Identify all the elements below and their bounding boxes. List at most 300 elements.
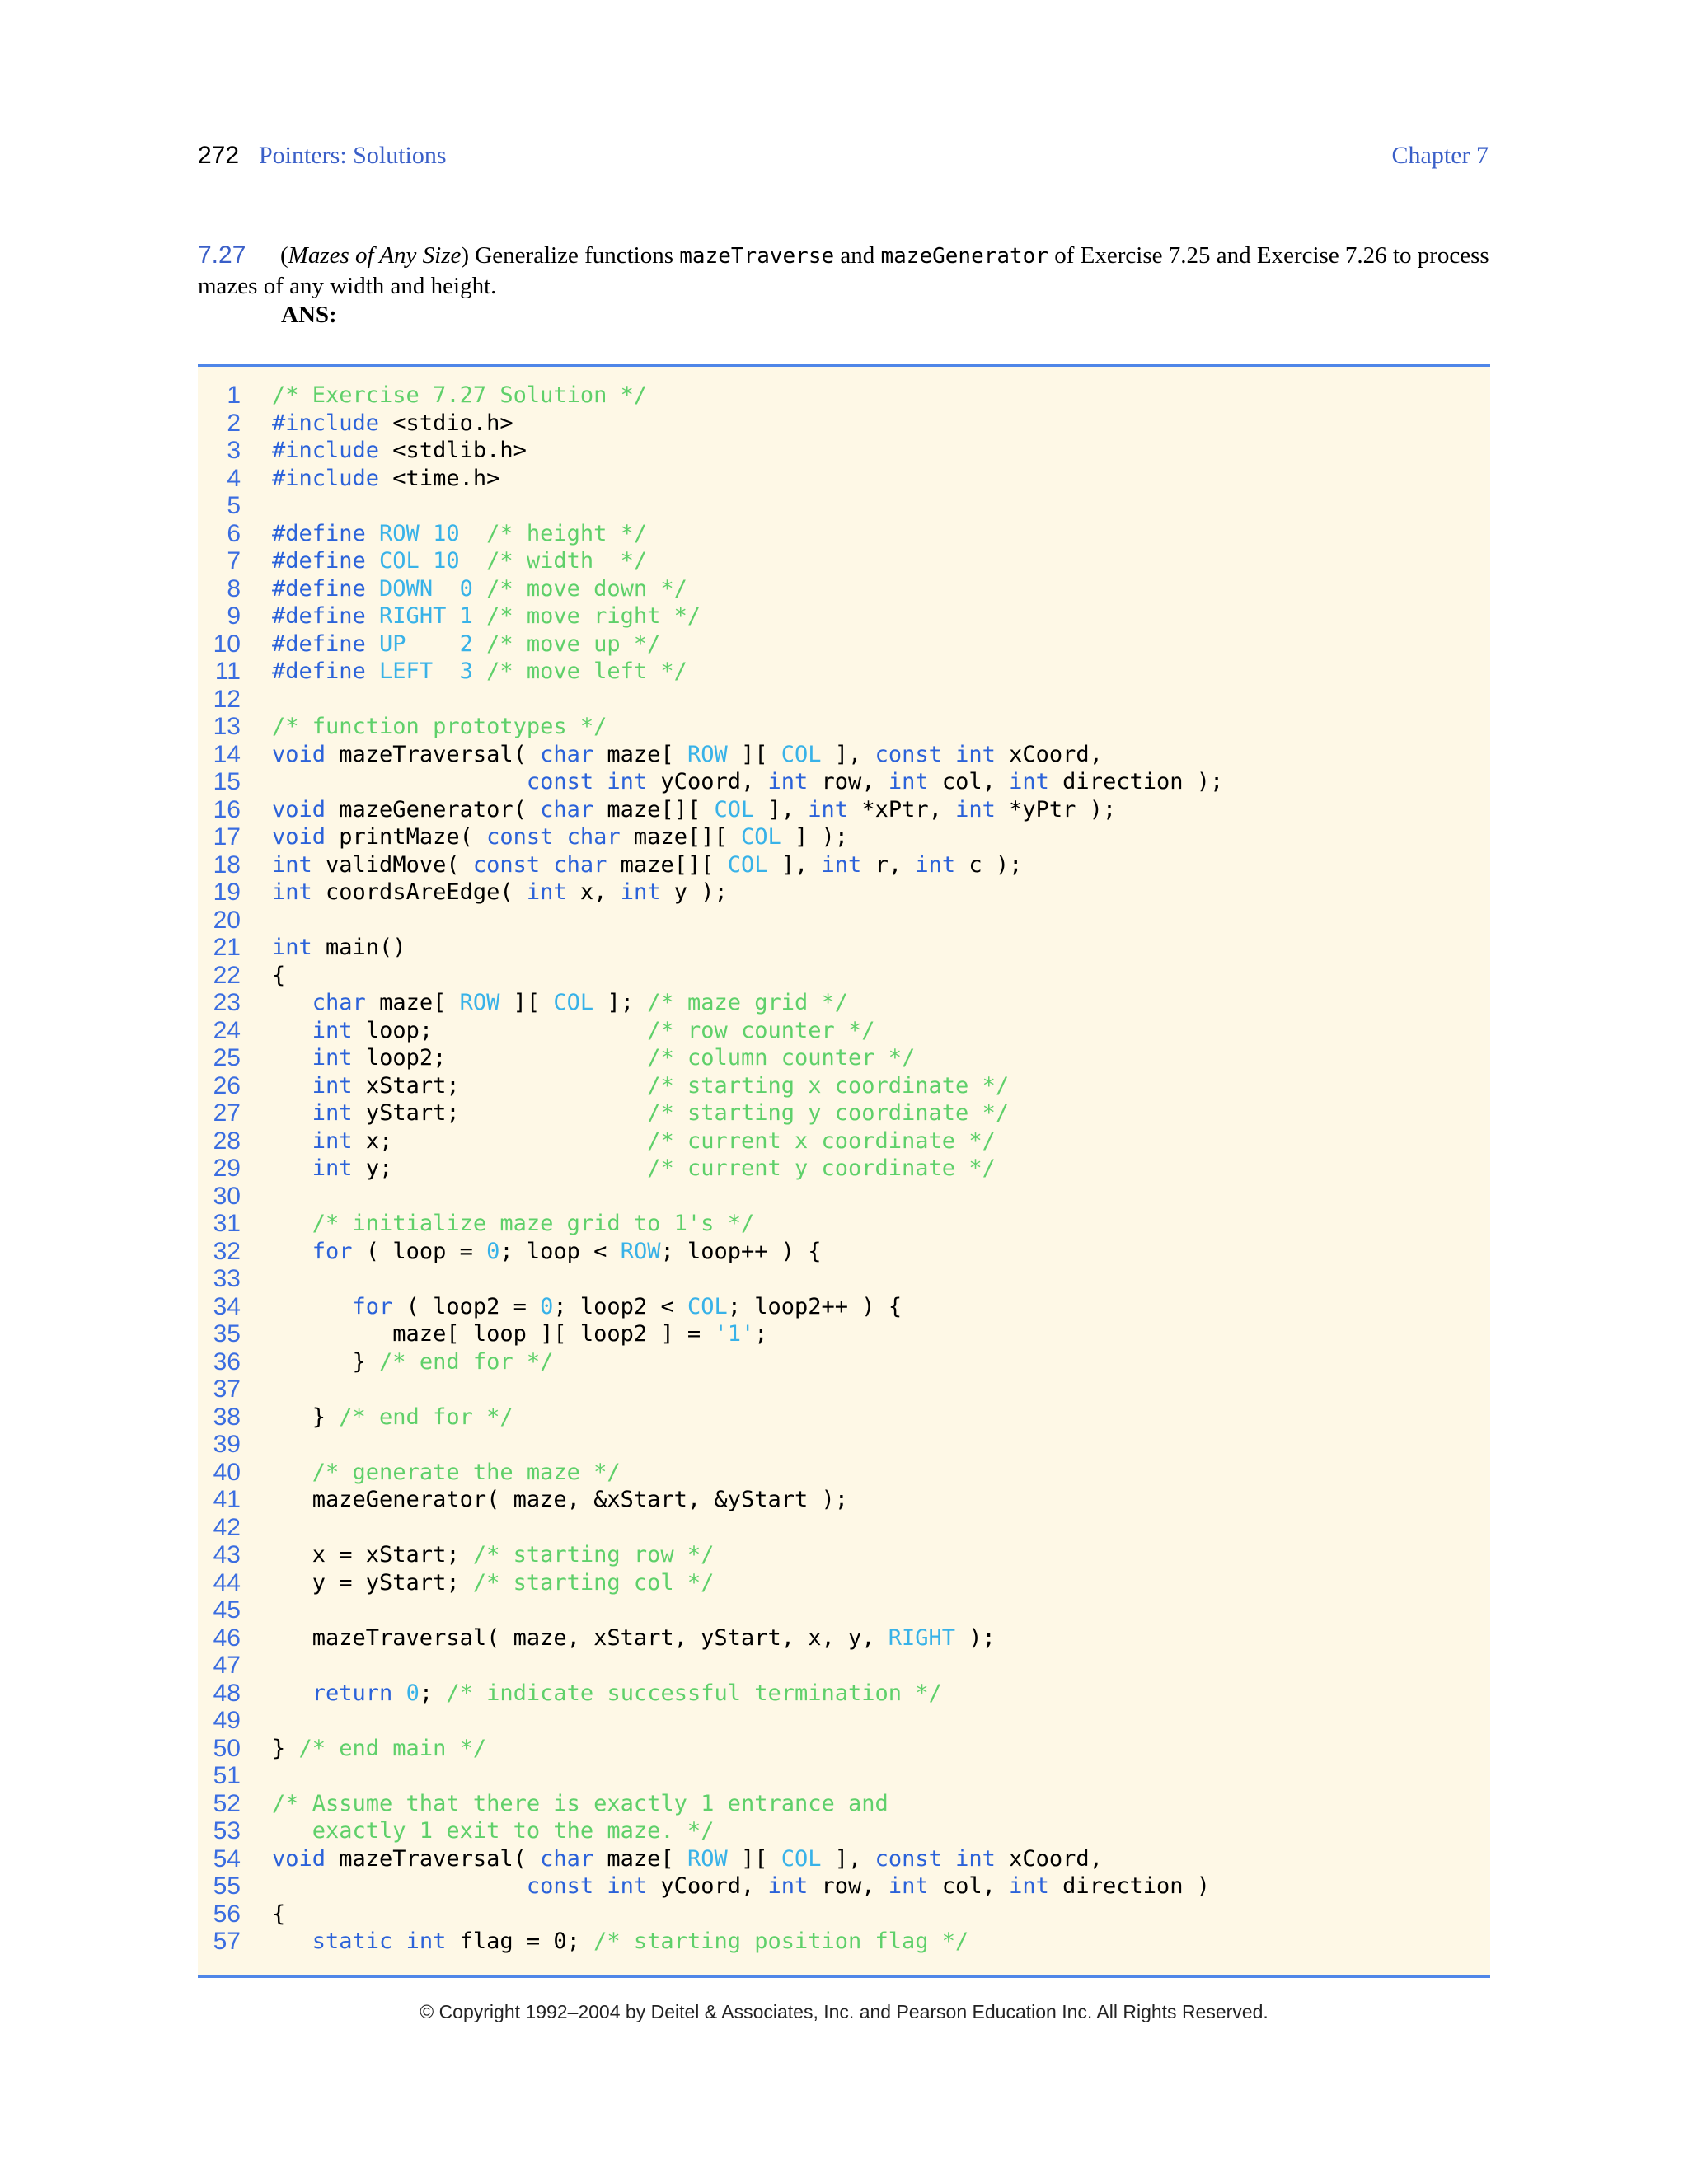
code-token: ; loop++ ) {	[660, 1238, 822, 1264]
code-token: ROW 10	[379, 520, 487, 546]
code-line	[198, 1459, 1490, 1487]
code-token: mazeTraversal(	[326, 1845, 541, 1872]
code-text	[272, 1293, 902, 1321]
line-number: 29	[213, 1155, 241, 1182]
line-number: 4	[227, 464, 241, 492]
line-number: 55	[213, 1872, 241, 1900]
code-line	[198, 823, 1490, 851]
code-token: loop2;	[352, 1045, 648, 1071]
code-text	[272, 1404, 513, 1432]
code-line	[198, 1155, 1490, 1183]
code-text	[272, 1486, 848, 1514]
code-token: x,	[566, 879, 621, 905]
code-text	[272, 602, 701, 630]
code-line	[198, 1099, 1490, 1127]
code-token: *xPtr,	[848, 796, 956, 823]
code-text	[272, 658, 687, 686]
code-token: #define	[272, 630, 380, 657]
code-token: int	[312, 1045, 353, 1071]
code-line	[198, 1707, 1490, 1735]
code-line	[198, 1293, 1490, 1321]
code-token: for	[352, 1293, 393, 1319]
code-token: ][	[727, 741, 781, 767]
code-token: /* function prototypes */	[272, 714, 607, 739]
line-number: 35	[213, 1320, 241, 1347]
code-line	[198, 1348, 1490, 1376]
code-token: {	[272, 1900, 286, 1927]
code-text	[272, 1817, 714, 1845]
code-line	[198, 575, 1490, 603]
code-text	[272, 465, 499, 493]
code-token: ];	[593, 990, 648, 1015]
code-line	[198, 1514, 1490, 1542]
code-token: char	[312, 990, 366, 1015]
code-token: const char	[486, 824, 621, 850]
code-token: int	[312, 1155, 353, 1181]
code-token	[272, 1211, 312, 1236]
code-token: int	[312, 1100, 353, 1126]
code-token: int	[272, 879, 312, 905]
code-line	[198, 1817, 1490, 1845]
function-name-2: mazeGenerator	[880, 244, 1048, 269]
code-token: /* move down */	[486, 575, 687, 602]
code-token	[272, 1929, 312, 1954]
section-title: Pointers: Solutions	[259, 142, 447, 169]
code-line	[198, 1238, 1490, 1266]
code-text	[272, 1348, 553, 1376]
code-token: ROW	[687, 741, 728, 767]
code-token	[272, 1873, 527, 1899]
code-token	[392, 1680, 406, 1706]
code-text	[272, 520, 647, 548]
code-token: /* generate the maze */	[312, 1459, 621, 1485]
code-token	[272, 769, 527, 794]
code-line	[198, 879, 1490, 907]
code-token: coordsAreEdge(	[312, 879, 527, 905]
line-number: 27	[213, 1099, 241, 1127]
code-text	[272, 1928, 968, 1956]
code-token: /* Exercise 7.27 Solution */	[272, 382, 648, 408]
code-token: COL	[740, 824, 781, 850]
code-token: int	[312, 1072, 353, 1099]
code-token: const int	[874, 741, 996, 767]
code-token: <stdlib.h>	[379, 438, 527, 463]
code-token: <stdio.h>	[379, 410, 513, 436]
code-token: ] );	[781, 824, 849, 850]
code-text	[272, 1900, 285, 1929]
line-number: 52	[213, 1789, 241, 1817]
code-text	[272, 851, 1022, 879]
line-number: 50	[213, 1734, 241, 1762]
code-token: COL	[727, 851, 768, 878]
code-token: DOWN 0	[379, 575, 487, 602]
code-token: ( loop2 =	[392, 1293, 541, 1319]
code-line	[198, 630, 1490, 658]
code-token: 0	[486, 1238, 500, 1264]
line-number: 5	[227, 492, 241, 519]
line-number: 43	[213, 1541, 241, 1568]
code-line	[198, 1680, 1490, 1708]
line-number: 8	[227, 574, 241, 602]
code-token: UP 2	[379, 630, 487, 657]
line-number: 54	[213, 1844, 241, 1872]
code-line	[198, 1652, 1490, 1680]
chapter-label: Chapter 7	[1391, 142, 1489, 169]
code-token: /* move up */	[486, 630, 661, 657]
code-token: int	[888, 769, 929, 794]
code-text	[272, 1099, 1009, 1127]
code-token	[272, 1045, 312, 1071]
exercise-number: 7.27	[198, 241, 246, 269]
code-token: int	[526, 879, 567, 905]
code-line	[198, 1624, 1490, 1652]
code-token: int	[1009, 1873, 1049, 1899]
page-number: 272	[198, 142, 240, 169]
line-number: 7	[227, 547, 241, 574]
code-token: char	[540, 1845, 594, 1872]
line-number: 56	[213, 1900, 241, 1928]
code-token: int	[915, 851, 956, 878]
code-token: LEFT 3	[379, 658, 487, 684]
code-line	[198, 1845, 1490, 1873]
code-token: {	[272, 962, 286, 988]
code-token: COL	[553, 990, 594, 1015]
line-number: 40	[213, 1458, 241, 1486]
code-token: const int	[526, 769, 648, 794]
line-number: 31	[213, 1210, 241, 1237]
code-line	[198, 602, 1490, 630]
code-line	[198, 1404, 1490, 1432]
code-token: }	[272, 1735, 299, 1761]
exercise-statement: 7.27 (Mazes of Any Size) Generalize functions mazeTraverse and mazeGenerator of Exercise 7.25 and Exercise 7.26 to process mazes of any width and height.	[198, 241, 1489, 299]
code-line	[198, 989, 1490, 1017]
code-token: y = yStart;	[272, 1569, 473, 1596]
code-line	[198, 1872, 1490, 1900]
code-token: #include	[272, 465, 380, 491]
code-token: /* current x coordinate */	[647, 1127, 996, 1154]
code-token: COL	[687, 1293, 728, 1319]
code-token: mazeGenerator( maze, &xStart, &yStart );	[272, 1487, 848, 1512]
code-token: #define	[272, 658, 380, 684]
line-number: 53	[213, 1817, 241, 1844]
line-number: 41	[213, 1486, 241, 1513]
exercise-text-1: ) Generalize functions	[461, 242, 680, 269]
code-line	[198, 1735, 1490, 1763]
line-number: 38	[213, 1403, 241, 1431]
code-token: ],	[821, 1845, 875, 1872]
line-number: 13	[213, 713, 241, 740]
code-text	[272, 1044, 915, 1072]
code-token	[272, 1294, 353, 1319]
code-text	[272, 768, 1223, 796]
code-token: void	[272, 824, 326, 850]
code-token: /* row counter */	[647, 1017, 875, 1043]
code-line	[198, 1017, 1490, 1045]
code-token	[272, 1680, 312, 1706]
code-token: #include	[272, 410, 380, 436]
code-token: #define	[272, 548, 380, 574]
code-token: COL	[714, 796, 755, 823]
code-text	[272, 934, 406, 962]
code-token: /* maze grid */	[647, 990, 849, 1015]
code-text	[272, 1569, 714, 1597]
code-line	[198, 492, 1490, 520]
code-text	[272, 1735, 486, 1763]
code-line	[198, 1320, 1490, 1348]
code-line	[198, 1376, 1490, 1404]
code-token: #define	[272, 520, 380, 546]
code-token: printMaze(	[326, 824, 487, 850]
code-token: int	[1009, 769, 1049, 794]
code-token: int	[767, 1873, 809, 1899]
code-token: const int	[526, 1873, 648, 1899]
code-token: /* starting x coordinate */	[647, 1072, 1010, 1099]
code-text	[272, 437, 527, 465]
code-token: /* starting row */	[472, 1542, 715, 1568]
answer-label: ANS:	[281, 302, 337, 328]
code-token: int	[888, 1873, 929, 1899]
line-number: 34	[213, 1292, 241, 1320]
code-token: COL 10	[379, 548, 487, 574]
function-name-1: mazeTraverse	[679, 244, 835, 269]
line-number: 25	[213, 1044, 241, 1071]
code-token: ; loop <	[499, 1238, 621, 1264]
code-token: *yPtr );	[995, 796, 1117, 823]
code-token: maze[][	[593, 796, 715, 823]
line-number: 2	[227, 409, 241, 437]
code-text	[272, 796, 1116, 824]
code-token: RIGHT 1	[379, 603, 487, 629]
line-number: 23	[213, 989, 241, 1016]
code-token: /* column counter */	[647, 1045, 916, 1071]
line-number: 57	[213, 1928, 241, 1955]
code-text	[272, 962, 285, 990]
code-line	[198, 1265, 1490, 1293]
code-text	[272, 410, 513, 438]
code-token: flag = 0;	[446, 1929, 594, 1954]
code-line	[198, 437, 1490, 465]
code-token: validMove(	[312, 851, 473, 878]
code-line	[198, 382, 1490, 410]
code-token	[272, 990, 312, 1015]
code-token: int	[272, 935, 312, 960]
code-token: row,	[808, 1873, 889, 1899]
line-number: 39	[213, 1431, 241, 1458]
code-token: 0	[540, 1293, 554, 1319]
code-token: );	[955, 1624, 996, 1651]
line-number: 22	[213, 961, 241, 989]
line-number: 20	[213, 906, 241, 934]
code-token: void	[272, 1845, 326, 1872]
code-token: ROW	[620, 1238, 661, 1264]
line-number: 45	[213, 1596, 241, 1624]
code-token: ],	[821, 741, 875, 767]
code-text	[272, 1017, 875, 1045]
code-token: char	[540, 741, 594, 767]
code-token: int	[312, 1127, 353, 1154]
line-number: 14	[213, 740, 241, 768]
code-line	[198, 465, 1490, 493]
line-number: 17	[213, 823, 241, 851]
code-token: /* starting position flag */	[593, 1929, 969, 1954]
code-text	[272, 741, 1103, 769]
code-token: int	[767, 769, 809, 794]
line-number: 1	[227, 382, 241, 409]
line-number: 30	[213, 1182, 241, 1210]
code-token	[272, 1155, 312, 1181]
code-token: /* indicate successful termination */	[446, 1680, 942, 1706]
code-token: #define	[272, 603, 380, 629]
code-line	[198, 962, 1490, 990]
code-token: /* current y coordinate */	[647, 1155, 996, 1181]
code-line	[198, 1541, 1490, 1569]
line-number: 3	[227, 437, 241, 464]
code-token: ; loop2++ ) {	[727, 1293, 903, 1319]
code-token: /* starting col */	[472, 1569, 715, 1596]
code-text	[272, 547, 647, 575]
line-number: 18	[213, 851, 241, 879]
code-token: r,	[861, 851, 916, 878]
code-token: '1'	[714, 1321, 755, 1347]
code-token: direction )	[1048, 1873, 1210, 1899]
line-number: 32	[213, 1237, 241, 1265]
code-text	[272, 1845, 1103, 1873]
code-text	[272, 1680, 942, 1708]
code-token: xStart;	[352, 1072, 648, 1099]
code-text	[272, 1541, 714, 1569]
code-token: ;	[754, 1321, 768, 1347]
code-text	[272, 1624, 996, 1652]
code-token: ROW	[687, 1845, 728, 1872]
code-token: /* end for */	[379, 1348, 554, 1375]
code-token: ( loop =	[352, 1238, 487, 1264]
code-token: /* height */	[486, 520, 648, 546]
code-token: /* initialize maze grid to 1's */	[312, 1211, 755, 1236]
line-number: 15	[213, 768, 241, 795]
line-number: 36	[213, 1347, 241, 1376]
code-line	[198, 1127, 1490, 1155]
code-token: <time.h>	[379, 465, 500, 491]
copyright-footer: © Copyright 1992–2004 by Deitel & Associates, Inc. and Pearson Education Inc. All Rights Reserved.	[420, 2001, 1268, 2022]
code-token: COL	[781, 1845, 822, 1872]
code-text	[272, 1872, 1210, 1900]
code-token: ],	[754, 796, 809, 823]
code-line	[198, 796, 1490, 824]
code-token: RIGHT	[888, 1624, 956, 1651]
code-token: return	[312, 1680, 393, 1706]
code-token: maze[ loop ][ loop2 ] =	[272, 1321, 715, 1347]
code-line	[198, 410, 1490, 438]
line-number: 48	[213, 1679, 241, 1707]
code-token: void	[272, 741, 326, 767]
code-token: /* Assume that there is exactly 1 entrance and	[272, 1790, 889, 1816]
code-line	[198, 1790, 1490, 1818]
line-number: 26	[213, 1071, 241, 1099]
line-number: 46	[213, 1624, 241, 1652]
code-token: static int	[312, 1929, 447, 1954]
code-token: yCoord,	[647, 769, 768, 794]
code-line	[198, 547, 1490, 575]
code-token: int	[272, 851, 312, 878]
code-token: yStart;	[352, 1100, 648, 1126]
code-token: /* width */	[486, 548, 648, 574]
exercise-text-2: and	[834, 242, 881, 269]
code-line	[198, 1431, 1490, 1459]
code-text	[272, 1790, 889, 1818]
line-number: 47	[213, 1652, 241, 1679]
code-token: /* end for */	[339, 1404, 513, 1430]
code-text	[272, 1155, 996, 1183]
code-token: x;	[352, 1127, 648, 1154]
line-number: 33	[213, 1265, 241, 1292]
code-token: direction );	[1048, 769, 1224, 794]
code-line	[198, 658, 1490, 686]
code-line	[198, 768, 1490, 796]
code-line	[198, 741, 1490, 769]
code-token: const int	[874, 1845, 996, 1872]
code-line	[198, 520, 1490, 548]
code-token: ROW	[459, 990, 500, 1015]
code-token: int	[808, 796, 849, 823]
code-token: loop;	[352, 1017, 648, 1043]
exercise-title: Mazes of Any Size	[288, 242, 462, 269]
code-token: /* move right */	[486, 603, 701, 629]
code-line	[198, 1210, 1490, 1238]
code-token: yCoord,	[647, 1873, 768, 1899]
code-token: maze[	[593, 741, 687, 767]
code-text	[272, 1072, 1009, 1100]
code-token: row,	[808, 769, 889, 794]
code-token: /* move left */	[486, 658, 687, 684]
code-text	[272, 879, 728, 907]
line-number: 19	[213, 879, 241, 906]
code-token: for	[312, 1238, 353, 1264]
code-line	[198, 1183, 1490, 1211]
line-number: 16	[213, 795, 241, 823]
code-token: int	[955, 796, 996, 823]
code-text	[272, 382, 647, 410]
code-token: int	[620, 879, 661, 905]
code-line	[198, 907, 1490, 935]
line-number: 9	[227, 602, 241, 630]
code-line	[198, 851, 1490, 879]
line-number: 24	[213, 1016, 241, 1044]
code-text	[272, 713, 607, 741]
code-token	[272, 1073, 312, 1099]
code-token: void	[272, 796, 326, 823]
code-token	[272, 1128, 312, 1154]
code-token: exactly 1 exit to the maze. */	[272, 1818, 715, 1844]
code-token: y );	[660, 879, 728, 905]
code-token: xCoord,	[995, 741, 1103, 767]
code-token: }	[272, 1348, 380, 1375]
code-token: COL	[781, 741, 822, 767]
code-token: /* starting y coordinate */	[647, 1100, 1010, 1126]
code-text	[272, 1459, 621, 1487]
line-number: 12	[213, 685, 241, 713]
exercise-text-3: of Exercise 7.25 and Exercise 7.26 to process mazes of any width and height.	[198, 242, 1489, 299]
code-text	[272, 575, 687, 603]
code-token: maze[	[593, 1845, 687, 1872]
line-number: 21	[213, 934, 241, 961]
code-token: maze[][	[607, 851, 728, 878]
code-line	[198, 686, 1490, 714]
code-token: x = xStart;	[272, 1542, 473, 1568]
code-line	[198, 1072, 1490, 1100]
code-token	[272, 1460, 312, 1485]
code-token: int	[312, 1017, 353, 1043]
line-number: 37	[213, 1376, 241, 1403]
